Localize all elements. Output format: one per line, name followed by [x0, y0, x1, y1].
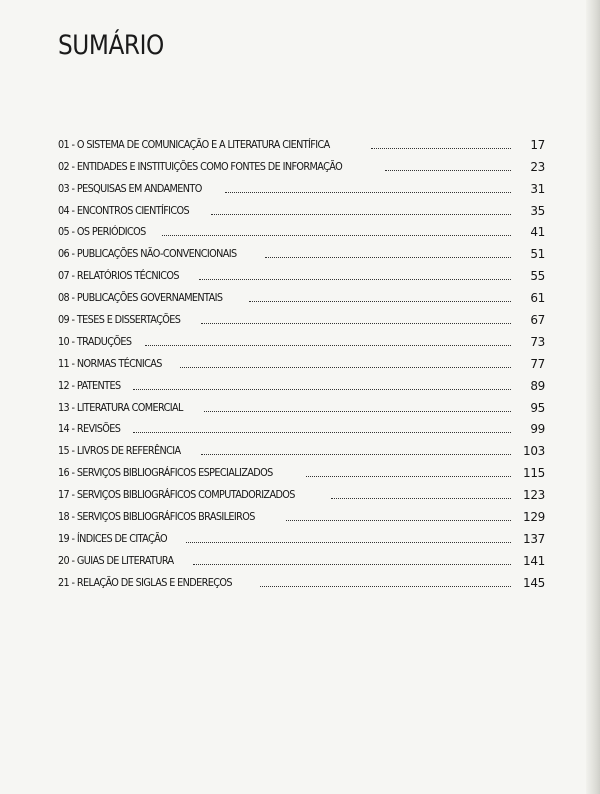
toc-entry[interactable]: [58, 261, 545, 283]
toc-entry[interactable]: [58, 415, 545, 437]
toc-entry[interactable]: [58, 568, 545, 590]
toc-entry-page-number: 103: [522, 444, 545, 459]
dot-leader: [199, 278, 511, 280]
dot-leader: [211, 213, 511, 215]
toc-entry-label: 17 - SERVIÇOS BIBLIOGRÁFICOS COMPUTADORIZADOS: [58, 488, 295, 502]
toc-entry-label: 08 - PUBLICAÇÕES GOVERNAMENTAIS: [58, 291, 223, 305]
toc-entry-page-number: 89: [530, 378, 545, 393]
toc-entry[interactable]: [58, 130, 545, 152]
toc-entry[interactable]: [58, 196, 545, 218]
dot-leader: [249, 300, 511, 302]
toc-entry[interactable]: [58, 524, 545, 546]
toc-entry-page-number: 41: [530, 225, 545, 240]
dot-leader: [260, 585, 511, 587]
toc-entry[interactable]: [58, 283, 545, 305]
dot-leader: [371, 147, 511, 149]
toc-entry-label: 09 - TESES E DISSERTAÇÕES: [58, 313, 181, 327]
toc-entry-label: 13 - LITERATURA COMERCIAL: [58, 400, 183, 414]
toc-entry-page-number: 95: [530, 400, 545, 415]
toc-entry[interactable]: [58, 349, 545, 371]
toc-entry-label: 11 - NORMAS TÉCNICAS: [58, 356, 162, 370]
toc-entry-page-number: 141: [522, 553, 545, 568]
table-of-contents: [58, 130, 545, 590]
toc-entry[interactable]: [58, 546, 545, 568]
toc-entry[interactable]: [58, 174, 545, 196]
toc-entry-page-number: 23: [530, 159, 545, 174]
toc-entry-label: 04 - ENCONTROS CIENTÍFICOS: [58, 203, 190, 217]
toc-entry-page-number: 55: [530, 269, 545, 284]
dot-leader: [306, 475, 511, 477]
dot-leader: [331, 497, 511, 499]
toc-entry-page-number: 123: [522, 488, 545, 503]
toc-entry[interactable]: [58, 239, 545, 261]
toc-entry[interactable]: [58, 327, 545, 349]
toc-entry-label: 18 - SERVIÇOS BIBLIOGRÁFICOS BRASILEIROS: [58, 510, 255, 524]
toc-entry[interactable]: [58, 458, 545, 480]
toc-entry-label: 10 - TRADUÇÕES: [58, 334, 132, 348]
toc-entry[interactable]: [58, 502, 545, 524]
toc-entry-page-number: 61: [530, 291, 545, 306]
toc-entry[interactable]: [58, 218, 545, 240]
toc-entry-page-number: 115: [522, 466, 545, 481]
dot-leader: [162, 234, 511, 236]
toc-entry-label: 15 - LIVROS DE REFERÊNCIA: [58, 444, 181, 458]
toc-entry-label: 12 - PATENTES: [58, 378, 121, 392]
toc-entry-page-number: 137: [522, 531, 545, 546]
toc-entry-label: 03 - PESQUISAS EM ANDAMENTO: [58, 181, 202, 195]
toc-entry-page-number: 17: [530, 137, 545, 152]
dot-leader: [201, 322, 511, 324]
toc-entry-page-number: 67: [530, 313, 545, 328]
toc-entry-label: 21 - RELAÇÃO DE SIGLAS E ENDEREÇOS: [58, 575, 232, 589]
dot-leader: [385, 169, 511, 171]
dot-leader: [133, 431, 511, 433]
toc-entry-label: 01 - O SISTEMA DE COMUNICAÇÃO E A LITERATURA CIENTÍFICA: [58, 137, 330, 151]
toc-entry[interactable]: [58, 480, 545, 502]
page-title: SUMÁRIO: [58, 30, 164, 61]
toc-entry[interactable]: [58, 393, 545, 415]
toc-entry[interactable]: [58, 436, 545, 458]
toc-entry-page-number: 99: [530, 422, 545, 437]
toc-entry-page-number: 129: [522, 510, 545, 525]
dot-leader: [204, 410, 511, 412]
toc-entry[interactable]: [58, 152, 545, 174]
toc-entry-page-number: 35: [530, 203, 545, 218]
toc-entry-page-number: 73: [530, 334, 545, 349]
toc-entry-label: 07 - RELATÓRIOS TÉCNICOS: [58, 269, 179, 283]
toc-entry-label: 19 - ÍNDICES DE CITAÇÃO: [58, 531, 168, 545]
toc-entry-label: 16 - SERVIÇOS BIBLIOGRÁFICOS ESPECIALIZADOS: [58, 466, 273, 480]
toc-entry-label: 05 - OS PERIÓDICOS: [58, 225, 146, 239]
page-edge-shadow: [586, 0, 600, 794]
dot-leader: [225, 191, 511, 193]
toc-entry-label: 20 - GUIAS DE LITERATURA: [58, 553, 174, 567]
dot-leader: [201, 453, 511, 455]
toc-entry[interactable]: [58, 371, 545, 393]
dot-leader: [133, 388, 511, 390]
toc-entry-label: 02 - ENTIDADES E INSTITUIÇÕES COMO FONTES DE INFORMAÇÃO: [58, 159, 343, 173]
dot-leader: [193, 563, 511, 565]
toc-entry-page-number: 31: [530, 181, 545, 196]
toc-entry-page-number: 51: [530, 247, 545, 262]
toc-entry-label: 14 - REVISÕES: [58, 422, 121, 436]
toc-entry[interactable]: [58, 305, 545, 327]
dot-leader: [145, 344, 511, 346]
toc-entry-label: 06 - PUBLICAÇÕES NÃO-CONVENCIONAIS: [58, 247, 237, 261]
dot-leader: [180, 366, 511, 368]
dot-leader: [186, 541, 511, 543]
dot-leader: [286, 519, 511, 521]
dot-leader: [265, 256, 511, 258]
toc-entry-page-number: 77: [530, 356, 545, 371]
toc-entry-page-number: 145: [522, 575, 545, 590]
